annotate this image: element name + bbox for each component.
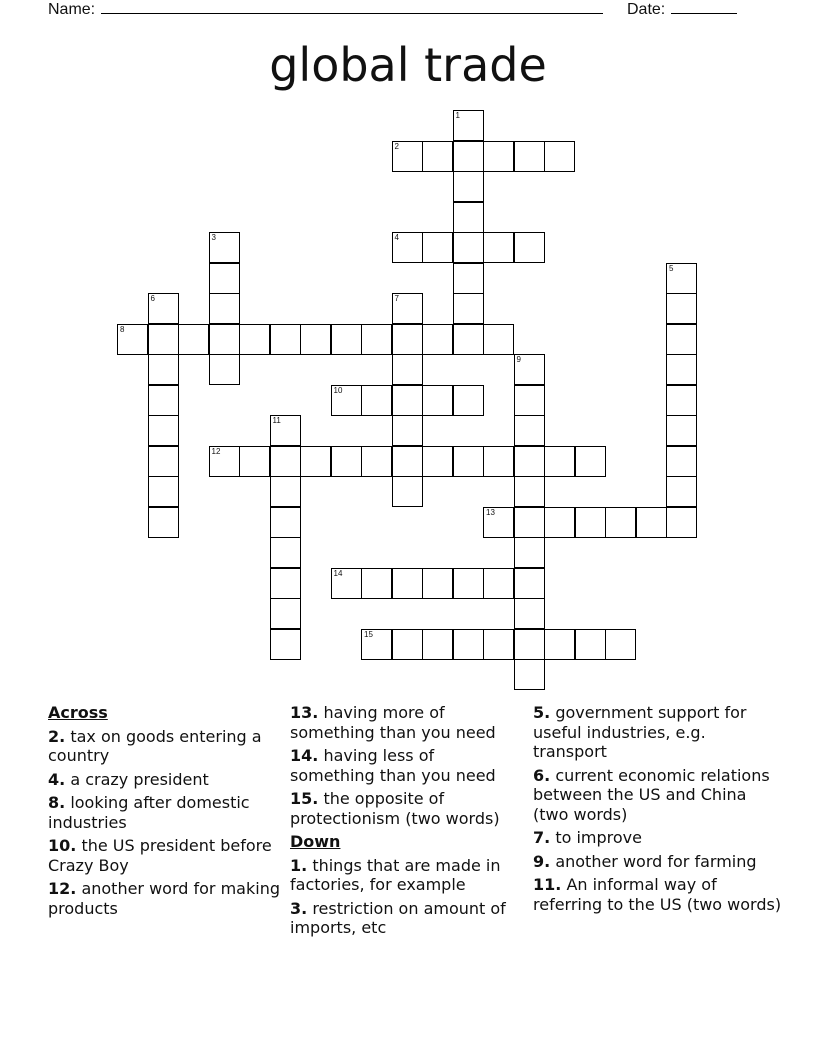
grid-cell[interactable] [483, 507, 514, 538]
grid-cell[interactable] [453, 263, 484, 294]
clue-across-2: 2. tax on goods entering a country [48, 726, 262, 765]
grid-cell[interactable] [514, 507, 545, 538]
grid-cell[interactable] [453, 568, 484, 599]
grid-cell[interactable] [392, 629, 423, 660]
clue-number: 9 [516, 355, 521, 364]
grid-cell[interactable] [270, 537, 301, 568]
grid-cell[interactable] [148, 446, 179, 477]
grid-cell[interactable] [666, 293, 697, 324]
clue-number: 15 [364, 629, 373, 639]
grid-cell[interactable] [209, 293, 240, 324]
clue-down-1: 1. things that are made in factories, for example [290, 855, 501, 894]
grid-cell[interactable] [148, 385, 179, 416]
grid-cell[interactable] [392, 476, 423, 507]
grid-cell[interactable] [270, 598, 301, 629]
date-field[interactable] [627, 0, 737, 19]
clues-column-1 [48, 703, 280, 922]
grid-cell[interactable] [483, 446, 514, 477]
grid-cell[interactable] [422, 141, 453, 172]
grid-cell[interactable] [331, 568, 362, 599]
clues-column-2 [290, 703, 522, 942]
clue-number: 3 [211, 233, 216, 242]
grid-cell[interactable] [483, 324, 514, 355]
grid-cell[interactable] [575, 629, 606, 660]
grid-cell[interactable] [514, 659, 545, 690]
grid-cell[interactable] [270, 568, 301, 599]
clue-across-4: 4. a crazy president [48, 769, 209, 789]
grid-cell[interactable] [331, 385, 362, 416]
grid-cell[interactable] [270, 476, 301, 507]
grid-cell[interactable] [209, 446, 240, 477]
grid-cell[interactable] [666, 385, 697, 416]
name-blank[interactable] [101, 0, 603, 14]
grid-cell[interactable] [666, 354, 697, 385]
clue-number: 10 [333, 385, 343, 395]
grid-cell[interactable] [453, 324, 484, 355]
grid-cell[interactable] [666, 446, 697, 477]
grid-cell[interactable] [117, 324, 148, 355]
name-field[interactable] [48, 0, 603, 19]
grid-cell[interactable] [575, 446, 606, 477]
grid-cell[interactable] [453, 293, 484, 324]
grid-cell[interactable] [514, 385, 545, 416]
down-heading: Down [290, 832, 341, 851]
grid-cell[interactable] [453, 629, 484, 660]
grid-cell[interactable] [453, 385, 484, 416]
grid-cell[interactable] [666, 263, 697, 294]
clue-down-3: 3. restriction on amount of imports, etc [290, 898, 506, 937]
grid-cell[interactable] [453, 110, 484, 141]
grid-cell[interactable] [422, 629, 453, 660]
grid-cell[interactable] [514, 415, 545, 446]
grid-cell[interactable] [392, 232, 423, 263]
grid-cell[interactable] [209, 232, 240, 263]
grid-cell[interactable] [270, 324, 301, 355]
grid-cell[interactable] [514, 568, 545, 599]
clue-number: 5 [669, 263, 674, 273]
grid-cell[interactable] [483, 568, 514, 599]
grid-cell[interactable] [178, 324, 209, 355]
clue-number: 6 [150, 294, 155, 303]
clue-across-14: 14. having less of something than you need [290, 746, 496, 785]
grid-cell[interactable] [544, 141, 575, 172]
grid-cell[interactable] [453, 171, 484, 202]
clue-number: 2 [394, 141, 399, 151]
clue-down-6: 6. current economic relations between the US and China (two words) [533, 765, 770, 824]
grid-cell[interactable] [270, 629, 301, 660]
clue-across-8: 8. looking after domestic industries [48, 793, 250, 832]
grid-cell[interactable] [331, 446, 362, 477]
grid-cell[interactable] [605, 629, 636, 660]
grid-cell[interactable] [392, 568, 423, 599]
grid-cell[interactable] [514, 598, 545, 629]
grid-cell[interactable] [148, 415, 179, 446]
clues-column-3 [533, 703, 783, 918]
grid-cell[interactable] [453, 446, 484, 477]
grid-cell[interactable] [209, 263, 240, 294]
grid-cell[interactable] [666, 324, 697, 355]
grid-cell[interactable] [453, 232, 484, 263]
grid-cell[interactable] [422, 324, 453, 355]
clue-number: 14 [333, 568, 343, 578]
clue-across-15: 15. the opposite of protectionism (two words) [290, 789, 500, 828]
grid-cell[interactable] [483, 629, 514, 660]
grid-cell[interactable] [422, 385, 453, 416]
grid-cell[interactable] [666, 476, 697, 507]
clue-down-9: 9. another word for farming [533, 851, 757, 871]
clue-number: 7 [394, 294, 399, 303]
grid-cell[interactable] [666, 415, 697, 446]
clue-number: 4 [394, 233, 399, 242]
grid-cell[interactable] [361, 324, 392, 355]
grid-cell[interactable] [514, 354, 545, 385]
grid-cell[interactable] [392, 385, 423, 416]
grid-cell[interactable] [514, 629, 545, 660]
grid-cell[interactable] [514, 537, 545, 568]
grid-cell[interactable] [453, 141, 484, 172]
grid-cell[interactable] [392, 415, 423, 446]
grid-cell[interactable] [331, 324, 362, 355]
clue-down-5: 5. government support for useful industries, e.g. transport [533, 703, 747, 761]
grid-cell[interactable] [422, 232, 453, 263]
grid-cell[interactable] [544, 629, 575, 660]
grid-cell[interactable] [636, 507, 667, 538]
grid-cell[interactable] [361, 629, 392, 660]
grid-cell[interactable] [483, 141, 514, 172]
grid-cell[interactable] [270, 446, 301, 477]
grid-cell[interactable] [361, 385, 392, 416]
clue-down-7: 7. to improve [533, 828, 642, 847]
grid-cell[interactable] [209, 324, 240, 355]
grid-cell[interactable] [392, 354, 423, 385]
clue-number: 8 [120, 324, 125, 334]
grid-cell[interactable] [392, 141, 423, 172]
grid-cell[interactable] [605, 507, 636, 538]
grid-cell[interactable] [148, 507, 179, 538]
grid-cell[interactable] [270, 507, 301, 538]
grid-cell[interactable] [514, 232, 545, 263]
grid-cell[interactable] [422, 568, 453, 599]
clue-number: 11 [272, 416, 281, 425]
grid-cell[interactable] [392, 446, 423, 477]
grid-cell[interactable] [148, 324, 179, 355]
grid-cell[interactable] [239, 324, 270, 355]
clue-across-13: 13. having more of something than you need [290, 703, 496, 742]
grid-cell[interactable] [300, 446, 331, 477]
grid-cell[interactable] [361, 568, 392, 599]
name-label: Name: [48, 1, 96, 18]
grid-cell[interactable] [575, 507, 606, 538]
grid-cell[interactable] [514, 141, 545, 172]
grid-cell[interactable] [422, 446, 453, 477]
grid-cell[interactable] [270, 415, 301, 446]
grid-cell[interactable] [148, 293, 179, 324]
clue-down-11: 11. An informal way of referring to the US (two words) [533, 875, 782, 914]
grid-cell[interactable] [392, 293, 423, 324]
clue-across-10: 10. the US president before Crazy Boy [48, 836, 272, 875]
clue-number: 13 [486, 507, 495, 517]
grid-cell[interactable] [514, 446, 545, 477]
across-heading: Across [48, 703, 108, 722]
grid-cell[interactable] [300, 324, 331, 355]
date-label: Date: [627, 1, 666, 18]
clue-number: 1 [455, 111, 460, 120]
grid-cell[interactable] [148, 476, 179, 507]
grid-cell[interactable] [209, 354, 240, 385]
grid-cell[interactable] [453, 202, 484, 233]
grid-cell[interactable] [148, 354, 179, 385]
grid-cell[interactable] [483, 232, 514, 263]
grid-cell[interactable] [514, 476, 545, 507]
grid-cell[interactable] [239, 446, 270, 477]
grid-cell[interactable] [392, 324, 423, 355]
clue-number: 12 [211, 446, 221, 456]
date-blank[interactable] [671, 0, 737, 14]
page-title: global trade [269, 38, 547, 92]
grid-cell[interactable] [544, 446, 575, 477]
grid-cell[interactable] [361, 446, 392, 477]
grid-cell[interactable] [544, 507, 575, 538]
clue-across-12: 12. another word for making products [48, 879, 280, 918]
grid-cell[interactable] [666, 507, 697, 538]
